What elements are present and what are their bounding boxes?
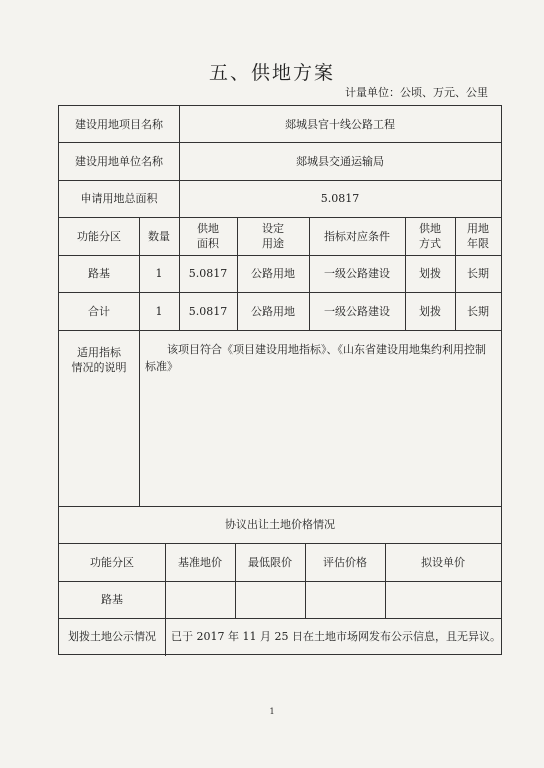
indicator-text: 该项目符合《项目建设用地指标》、《山东省建设用地集约利用控制标准》 [145, 343, 486, 373]
header-use: 设定 用途 [262, 222, 284, 250]
row1-use: 公路用地 [251, 267, 295, 280]
price-header-planned: 拟设单价 [421, 555, 465, 569]
project-name-label: 建设用地项目名称 [75, 117, 163, 131]
row1-term: 长期 [467, 267, 489, 280]
price-row-zone: 路基 [101, 593, 123, 606]
header-count: 数量 [148, 229, 170, 243]
page-title: 五、供地方案 [208, 62, 335, 84]
price-row-min [235, 581, 305, 618]
price-header-zone: 功能分区 [90, 555, 134, 569]
header-zone: 功能分区 [77, 229, 121, 243]
price-row-base [165, 581, 235, 618]
row2-condition: 一级公路建设 [324, 304, 390, 318]
price-section-title: 协议出让土地价格情况 [225, 518, 335, 531]
indicator-label: 适用指标 情况的说明 [71, 346, 127, 374]
total-area-value: 5.0817 [320, 192, 360, 205]
row1-condition: 一级公路建设 [324, 267, 390, 280]
row1-count: 1 [155, 267, 163, 280]
header-condition: 指标对应条件 [324, 229, 390, 243]
col-divider [139, 330, 140, 506]
measurement-unit: 计量单位：公顷、万元、公里 [345, 86, 488, 99]
row2-term: 长期 [467, 304, 489, 318]
total-area-label: 申请用地总面积 [80, 192, 158, 205]
header-method: 供地 方式 [419, 222, 441, 250]
row1-area: 5.0817 [188, 267, 228, 280]
price-row-eval [305, 581, 385, 618]
header-term: 用地 年限 [467, 222, 489, 250]
header-area: 供地 面积 [197, 222, 219, 250]
row1-zone: 路基 [88, 267, 110, 280]
price-header-base: 基准地价 [178, 555, 222, 569]
announcement-label: 划拨土地公示情况 [68, 629, 156, 643]
land-supply-table [58, 105, 502, 655]
row2-use: 公路用地 [251, 304, 295, 318]
row2-method: 划拨 [419, 304, 441, 318]
unit-name-label: 建设用地单位名称 [75, 154, 163, 168]
unit-name-value: 郯城县交通运输局 [296, 154, 384, 168]
row2-count: 1 [155, 304, 163, 318]
row1-method: 划拨 [419, 267, 441, 280]
page-number: 1 [269, 707, 275, 716]
row2-area: 5.0817 [188, 304, 228, 318]
announcement-text: 已于 2017 年 11 月 25 日在土地市场网发布公示信息，且无异议。 [171, 629, 501, 643]
row2-zone: 合计 [88, 304, 110, 318]
price-header-min: 最低限价 [248, 555, 292, 569]
price-header-eval: 评估价格 [323, 555, 367, 569]
project-name-value: 郯城县官十线公路工程 [285, 117, 395, 131]
price-row-planned [385, 581, 501, 618]
